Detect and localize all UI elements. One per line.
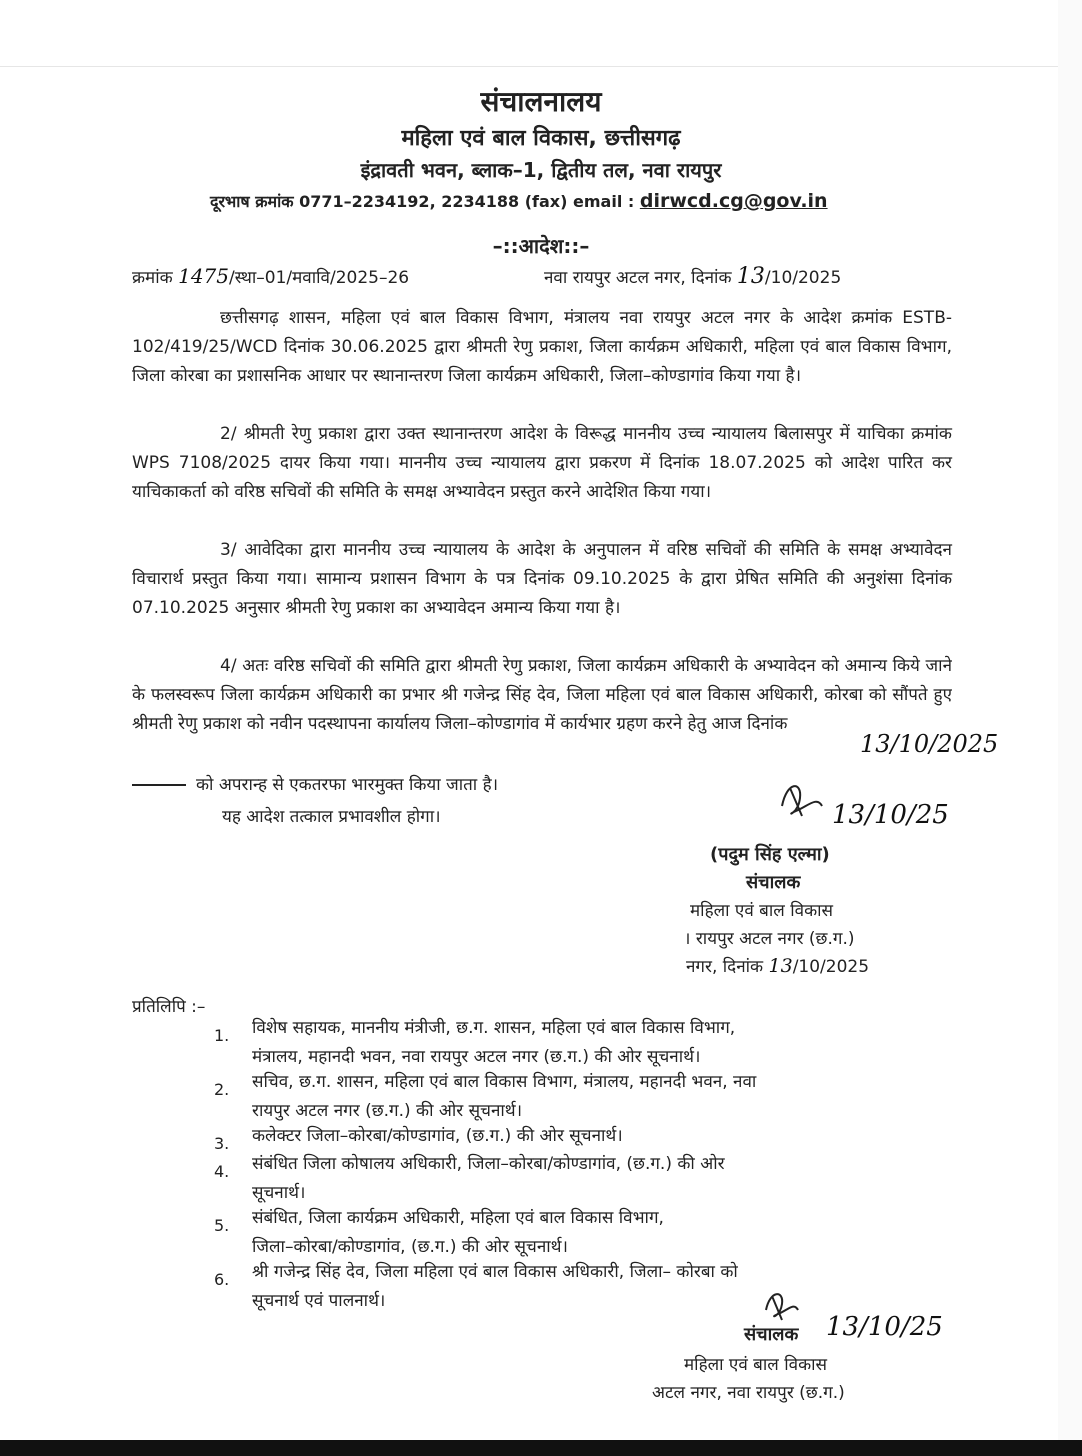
- office-title: संचालनालय: [480, 85, 602, 118]
- relief-statement: को अपरान्ह से एकतरफा भारमुक्त किया जाता है।: [196, 775, 499, 795]
- reference-line: [132, 264, 952, 288]
- copy-item-number: 3.: [214, 1134, 230, 1153]
- copy-item: [252, 1068, 942, 1126]
- page-right-edge: [1058, 0, 1082, 1456]
- copy-item-number: 6.: [214, 1270, 230, 1289]
- relief-date-handwritten: 13/10/2025: [860, 730, 999, 758]
- copy-item-line: सूचनार्थ।: [252, 1183, 306, 1203]
- signature-date-day: 13: [768, 955, 793, 977]
- paragraph-4-end: [132, 772, 498, 795]
- office-address: इंद्रावती भवन, ब्लाक–1, द्वितीय तल, नवा रायपुर: [360, 158, 722, 182]
- signatory-department: महिला एवं बाल विकास: [690, 901, 834, 921]
- copy-item-line: श्री गजेन्द्र सिंह देव, जिला महिला एवं बाल विकास अधिकारी, जिला– कोरबा को: [252, 1262, 738, 1282]
- signature-date-handwritten: 13/10/25: [832, 800, 949, 830]
- footer-place: अटल नगर, नवा रायपुर (छ.ग.): [652, 1383, 845, 1403]
- paragraph-4: 4/ अतः वरिष्ठ सचिवों की समिति द्वारा श्रीमती रेणु प्रकाश, जिला कार्यक्रम अधिकारी के अभ्यावेदन को अमान्य किये जाने के फलस्वरूप जिला कार्यक्रम अधिकारी का प्रभार श्री गजेन्द्र सिंह देव, जिला महिला एवं बाल विकास अधिकारी, कोरबा को सौंपते हुए श्रीमती रेणु प्रकाश को नवीन पदस्थापना कार्यालय जिला–कोण्डागांव में कार्यभार ग्रहण करने हेतु आज दिनांक: [132, 656, 952, 734]
- copy-item-number: 1.: [214, 1026, 230, 1045]
- signatory-designation: संचालक: [746, 872, 801, 893]
- place-date-label: नवा रायपुर अटल नगर, दिनांक: [544, 268, 732, 288]
- copy-item-number: 4.: [214, 1162, 230, 1181]
- page-top-edge: [0, 66, 1060, 67]
- ref-number-handwritten: 1475: [178, 264, 229, 288]
- director-signature: [772, 776, 832, 826]
- order-place-date: [544, 264, 841, 289]
- copy-item: [252, 1204, 942, 1262]
- copy-item-number: 2.: [214, 1080, 230, 1099]
- signatory-name: (पदुम सिंह एल्मा): [710, 844, 830, 865]
- copy-item-line: कलेक्टर जिला–कोरबा/कोण्डागांव, (छ.ग.) की ओर सूचनार्थ।: [252, 1126, 623, 1146]
- ref-suffix: /स्था–01/मवावि/2025–26: [229, 268, 410, 288]
- scan-bottom-edge: [0, 1440, 1082, 1456]
- paragraph-1: छत्तीसगढ़ शासन, महिला एवं बाल विकास विभाग, मंत्रालय नवा रायपुर अटल नगर के आदेश क्रमांक ESTB-102/419/25/WCD दिनांक 30.06.2025 द्वारा श्रीमती रेणु प्रकाश, जिला कार्यक्रम अधिकारी, महिला एवं बाल विकास विभाग, जिला कोरबा का प्रशासनिक आधार पर स्थानान्तरण जिला कार्यक्रम अधिकारी, जिला–कोण्डागांव किया गया है।: [132, 308, 952, 386]
- effective-statement: यह आदेश तत्काल प्रभावशील होगा।: [222, 807, 441, 827]
- copy-item-number: 5.: [214, 1216, 230, 1235]
- copy-item-line: सूचनार्थ एवं पालनार्थ।: [252, 1291, 386, 1311]
- email-link[interactable]: dirwcd.cg@gov.in: [639, 190, 828, 212]
- copy-item-line: संबंधित जिला कोषालय अधिकारी, जिला–कोरबा/कोण्डागांव, (छ.ग.) की ओर: [252, 1154, 725, 1174]
- footer-department: महिला एवं बाल विकास: [684, 1355, 828, 1375]
- copy-item-line: सचिव, छ.ग. शासन, महिला एवं बाल विकास विभाग, मंत्रालय, महानदी भवन, नवा: [252, 1072, 757, 1092]
- order-date-rest: /10/2025: [764, 268, 842, 288]
- signature-date-line: [686, 954, 869, 977]
- fax-email-label: (fax) email :: [524, 192, 635, 211]
- copy-item-line: संबंधित, जिला कार्यक्रम अधिकारी, महिला एवं बाल विकास विभाग,: [252, 1208, 664, 1228]
- copy-to-label: प्रतिलिपि :–: [132, 997, 206, 1017]
- copy-item: [252, 1258, 942, 1316]
- copy-item-line: मंत्रालय, महानदी भवन, नवा रायपुर अटल नगर (छ.ग.) की ओर सूचनार्थ।: [252, 1047, 701, 1067]
- copy-item: [252, 1122, 942, 1151]
- signature-date-prefix: नगर, दिनांक: [686, 957, 764, 977]
- copy-item-line: जिला–कोरबा/कोण्डागांव, (छ.ग.) की ओर सूचनार्थ।: [252, 1237, 568, 1257]
- copy-item-line: विशेष सहायक, माननीय मंत्रीजी, छ.ग. शासन, महिला एवं बाल विकास विभाग,: [252, 1018, 736, 1038]
- paragraph-2: 2/ श्रीमती रेणु प्रकाश द्वारा उक्त स्थानान्तरण आदेश के विरूद्ध माननीय उच्च न्यायालय बिलासपुर में याचिका क्रमांक WPS 7108/2025 दायर किया गया। माननीय उच्च न्यायालय द्वारा प्रकरण में दिनांक 18.07.2025 को आदेश पारित कर याचिकाकर्ता को वरिष्ठ सचिवों की समिति के समक्ष अभ्यावेदन प्रस्तुत करने आदेशित किया गया।: [132, 424, 952, 502]
- contact-line: [210, 190, 828, 212]
- footer-designation: संचालक: [744, 1324, 799, 1345]
- order-date-day-handwritten: 13: [736, 264, 765, 289]
- ref-prefix: क्रमांक: [132, 268, 173, 288]
- paragraph-3: 3/ आवेदिका द्वारा माननीय उच्च न्यायालय के आदेश के अनुपालन में वरिष्ठ सचिवों की समिति के समक्ष अभ्यावेदन विचारार्थ प्रस्तुत किया गया। सामान्य प्रशासन विभाग के पत्र दिनांक 09.10.2025 के द्वारा प्रेषित समिति की अनुशंसा दिनांक 07.10.2025 अनुसार श्रीमती रेणु प्रकाश का अभ्यावेदन अमान्य किया गया है।: [132, 540, 952, 618]
- signatory-place: । रायपुर अटल नगर (छ.ग.): [684, 929, 855, 949]
- phone-numbers: दूरभाष क्रमांक 0771–2234192, 2234188: [210, 192, 520, 211]
- blank-line: [132, 784, 186, 786]
- copy-item: [252, 1014, 942, 1072]
- footer-signature: [758, 1286, 802, 1326]
- copy-item-line: रायपुर अटल नगर (छ.ग.) की ओर सूचनार्थ।: [252, 1101, 523, 1121]
- signature-date-rest: /10/2025: [792, 957, 870, 977]
- department-name: महिला एवं बाल विकास, छत्तीसगढ़: [401, 126, 681, 151]
- footer-date-handwritten: 13/10/25: [826, 1312, 943, 1342]
- copy-item: [252, 1150, 942, 1208]
- order-heading: –::आदेश::–: [492, 234, 590, 258]
